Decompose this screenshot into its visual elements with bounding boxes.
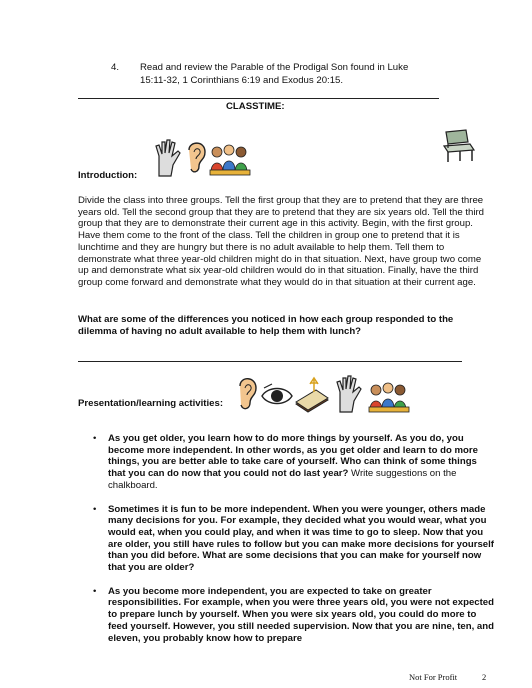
bullet-dot: •	[93, 433, 97, 444]
hand-icon	[337, 376, 361, 412]
ear-icon	[189, 143, 205, 172]
presentation-bullet-list	[93, 433, 495, 656]
school-desk-icon	[440, 128, 478, 164]
bible-book-icon	[296, 378, 328, 412]
presentation-icons	[236, 374, 416, 414]
divider-top	[78, 98, 439, 99]
bullet-item	[93, 433, 495, 492]
classtime-heading: CLASSTIME:	[226, 101, 285, 112]
bullet-bold-text: As you get older, you learn how to do more things by yourself. As you do, you become more independent. In other words, as you get older and learn to do more things, you are better able to take care of yourself. Who can think of some things that you can do now that you could not do last year?	[108, 433, 478, 480]
bullet-item	[93, 504, 495, 574]
ear-icon	[240, 379, 256, 409]
footer-not-for-profit: Not For Profit	[409, 672, 458, 682]
eye-icon	[262, 384, 292, 404]
intro-icons	[155, 138, 255, 178]
introduction-heading: Introduction:	[78, 170, 138, 181]
bullet-normal-text: Write suggestions on the chalkboard.	[108, 468, 457, 491]
introduction-question: What are some of the differences you noticed in how each group responded to the dilemma of having no adult available to help them with lunch?	[78, 314, 454, 337]
presentation-heading: Presentation/learning activities:	[78, 398, 224, 409]
hand-icon	[156, 140, 180, 176]
reading-line-1: Read and review the Parable of the Prodigal Son found in Luke	[140, 62, 409, 73]
children-group-icon	[210, 145, 250, 175]
divider-middle	[78, 361, 462, 362]
reading-line-2: 15:11-32, 1 Corinthians 6:19 and Exodus 20:15.	[140, 75, 344, 86]
reading-number: 4.	[111, 62, 120, 73]
bullet-dot: •	[93, 585, 97, 597]
bullet-dot: •	[93, 503, 97, 515]
page-number: 2	[482, 672, 487, 682]
introduction-body: Divide the class into three groups. Tell the first group that they are to pretend that they are three years old. Tell the second group that they are to pretend that they are six years old. Tell the third group that they are to demonstrate their current age in this activity. Begin, with the first group. Have them come to the front of the class. Tell the children in group one to pretend that it is lunchtime and they are hungry but there is no adult available to help them. Tell them to demonstrate what three year-old children might do in that situation. Next, have group two come up and demonstrate what six year-old children would do in that situation. Finally, have the third group come forward and demonstrate what they would do in that situation at their current age.	[78, 195, 485, 288]
bullet-item	[93, 586, 495, 645]
children-group-icon	[369, 383, 409, 412]
bullet-bold-text: Sometimes it is fun to be more independent. When you were younger, others made many decisions for you. For example, they decided what you would wear, what you would eat, when you could play, and when it was time to go to sleep. Now that you are older, you still have rules to follow but you can make more decisions for yourself than you did before. What are some decisions that you can make for yourself now that you are older?	[108, 503, 494, 574]
bullet-bold-text: As you become more independent, you are expected to take on greater responsibilities. For example, when you were three years old, you were not expected to prepare lunch by yourself. When you were six years old, you could do more to feed yourself. However, you still needed supervision. Now that you are nine, ten, and eleven, you probably know how to prepare	[108, 585, 495, 644]
